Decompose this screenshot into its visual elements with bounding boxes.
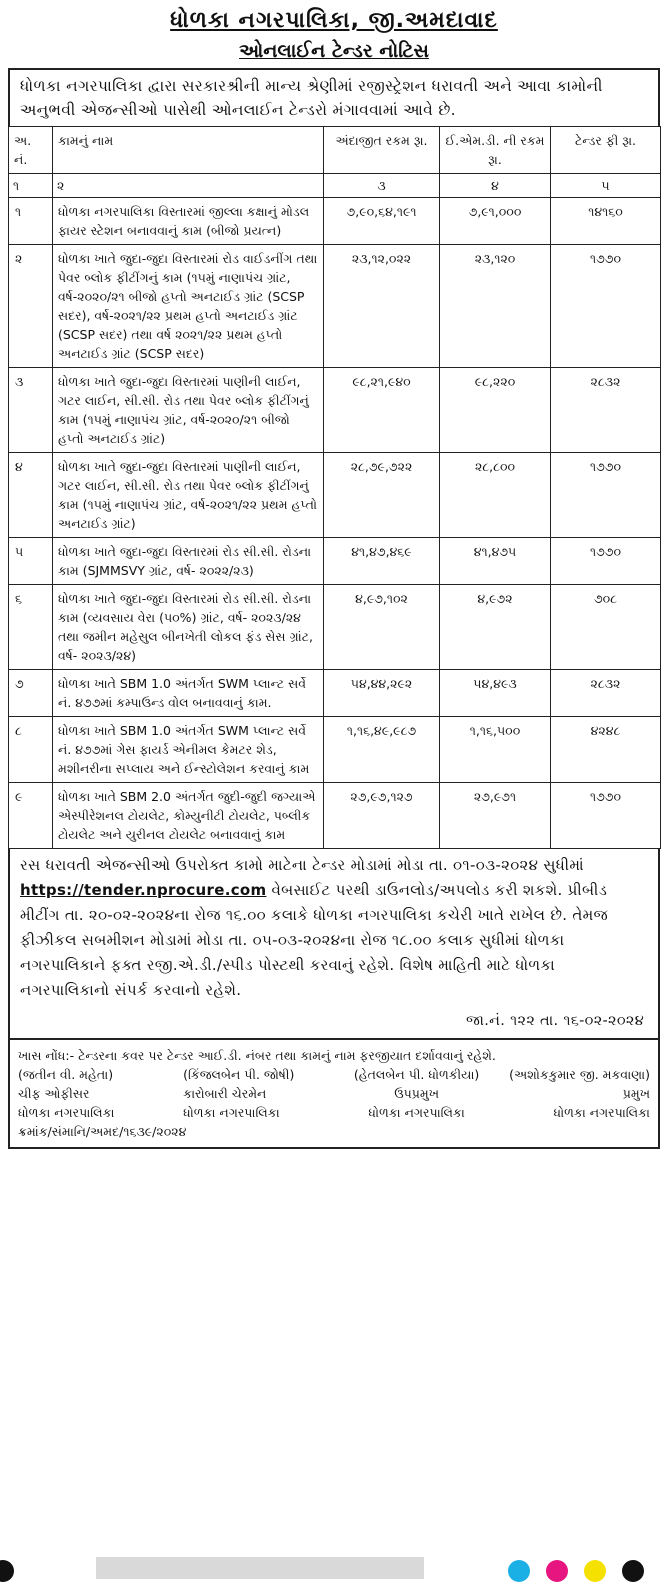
index-row bbox=[9, 174, 661, 198]
work-name: ધોળકા ખાતે જુદા-જુદા વિસ્તારમાં પાણીની લાઈન, ગટર લાઈન, સી.સી. રોડ તથા પેવર બ્લોક ફીટીંગનું કામ (૧૫મું નાણાપંચ ગ્રાંટ, વર્ષ-૨૦૨૦/૨૧ બીજો હપ્તો અનટાઈડ ગ્રાંટ) bbox=[53, 368, 324, 453]
table-row bbox=[9, 453, 661, 538]
index-cell: ૨ bbox=[53, 174, 324, 198]
notice-subtitle: ઓનલાઈન ટેન્ડર નોટિસ bbox=[239, 40, 429, 62]
row-number: ૭ bbox=[9, 670, 53, 717]
row-number: ૬ bbox=[9, 585, 53, 670]
table-row bbox=[9, 783, 661, 849]
tender-fee: ૧૭૭૦ bbox=[551, 783, 661, 849]
estimated-amount: ૨૩,૧૨,૦૨૨ bbox=[324, 245, 440, 368]
work-name: ધોળકા ખાતે SBM 1.0 અંતર્ગત SWM પ્લાન્ટ સર્વે નં. ૪૭૭માં ગેસ ફાયર્ડ એનીમલ કેમટર શેડ, મશીનરીના સપ્લાય અને ઈન્સ્ટોલેશન કરવાનું કામ bbox=[53, 717, 324, 783]
registration-dot-black bbox=[622, 1560, 644, 1582]
submission-text-1: રસ ધરાવતી એજન્સીઓ ઉપરોક્ત કામો માટેના ટેન્ડર મોડામાં મોડા તા. ૦૧-૦૩-૨૦૨૪ સુધીમાં bbox=[20, 856, 584, 874]
emd-amount: ૪૧,૪૭૫ bbox=[440, 538, 551, 585]
registration-dot-magenta bbox=[546, 1560, 568, 1582]
estimated-amount: ૫૪,૪૪,૨૯૨ bbox=[324, 670, 440, 717]
emd-amount: ૧,૧૬,૫૦૦ bbox=[440, 717, 551, 783]
tender-fee: ૧૪૧૬૦ bbox=[551, 198, 661, 245]
table-row bbox=[9, 585, 661, 670]
signatory-title: ચીફ ઓફીસર bbox=[18, 1086, 90, 1101]
estimated-amount: ૨૮,૭૯,૭૨૨ bbox=[324, 453, 440, 538]
row-number: ૪ bbox=[9, 453, 53, 538]
signatory-title: પ્રમુખ bbox=[622, 1086, 650, 1101]
special-note: ખાસ નોંધ:- ટેન્ડરના કવર પર ટેન્ડર આઈ.ડી. નંબર તથા કામનું નામ ફરજીયાત દર્શાવવાનું રહેશે. bbox=[18, 1048, 496, 1063]
tender-fee: ૨૮૩૨ bbox=[551, 368, 661, 453]
table-row bbox=[9, 717, 661, 783]
estimated-amount: ૪,૯૭,૧૦૨ bbox=[324, 585, 440, 670]
index-cell: ૪ bbox=[440, 174, 551, 198]
signatory-org: ધોળકા નગરપાલિકા bbox=[368, 1105, 465, 1120]
submission-paragraph bbox=[8, 849, 660, 1040]
emd-amount: ૨૭,૯૭૧ bbox=[440, 783, 551, 849]
table-row bbox=[9, 245, 661, 368]
row-number: ૯ bbox=[9, 783, 53, 849]
table-header-row bbox=[9, 127, 661, 174]
row-number: ૧ bbox=[9, 198, 53, 245]
tender-table bbox=[8, 126, 661, 849]
reference-number: જા.નં. ૧૨૨ તા. ૧૬-૦૨-૨૦૨૪ bbox=[466, 1013, 644, 1029]
index-cell: ૩ bbox=[324, 174, 440, 198]
tender-fee: ૧૭૭૦ bbox=[551, 245, 661, 368]
signatories bbox=[18, 1065, 650, 1122]
emd-amount: ૨૮,૮૦૦ bbox=[440, 453, 551, 538]
work-name: ધોળકા ખાતે SBM 2.0 અંતર્ગત જુદી-જુદી જગ્યાએ એસ્પીરેશનલ ટોયલેટ, કોમ્યુનીટી ટોયલેટ, પબ્લીક ટોયલેટ અને યુરીનલ ટોયલેટ બનાવવાનું કામ bbox=[53, 783, 324, 849]
work-name: ધોળકા ખાતે જુદા-જુદા વિસ્તારમાં પાણીની લાઈન, ગટર લાઈન, સી.સી. રોડ તથા પેવર બ્લોક ફીટીંગનું કામ (૧૫મું નાણાપંચ ગ્રાંટ, વર્ષ-૨૦૨૧/૨૨ પ્રથમ હપ્તો અનટાઈડ ગ્રાંટ) bbox=[53, 453, 324, 538]
tender-website-link[interactable]: https://tender.nprocure.com bbox=[20, 881, 267, 899]
signatory-name: (અશોકકુમાર જી. મકવાણા) bbox=[509, 1067, 650, 1082]
col-header-fee: ટેન્ડર ફી રૂા. bbox=[551, 127, 661, 174]
col-header-emd: ઈ.એમ.ડી. ની રકમ રૂા. bbox=[440, 127, 551, 174]
signatory-org: ધોળકા નગરપાલિકા bbox=[18, 1105, 115, 1120]
table-row bbox=[9, 368, 661, 453]
emd-amount: ૭,૯૧,૦૦૦ bbox=[440, 198, 551, 245]
signatory-org: ધોળકા નગરપાલિકા bbox=[553, 1105, 650, 1120]
tender-fee: ૧૭૭૦ bbox=[551, 538, 661, 585]
emd-amount: ૯૮,૨૨૦ bbox=[440, 368, 551, 453]
table-row bbox=[9, 670, 661, 717]
tender-fee: ૪૨૪૮ bbox=[551, 717, 661, 783]
estimated-amount: ૯૮,૨૧,૯૪૦ bbox=[324, 368, 440, 453]
col-header-amount: અંદાજીત રકમ રૂા. bbox=[324, 127, 440, 174]
signatory-org: ધોળકા નગરપાલિકા bbox=[183, 1105, 280, 1120]
emd-amount: ૪,૯૭૨ bbox=[440, 585, 551, 670]
signatory-title: કારોબારી ચેરમેન bbox=[183, 1086, 267, 1101]
index-cell: ૧ bbox=[9, 174, 53, 198]
col-header-sn: અ. નં. bbox=[9, 127, 53, 174]
registration-dot-yellow bbox=[584, 1560, 606, 1582]
notice-code: ક્રમાંક/સંમાનિ/અમદ/૧૬૩૯/૨૦૨૪ bbox=[18, 1124, 187, 1139]
col-header-work: કામનું નામ bbox=[53, 127, 324, 174]
submission-text-2: વેબસાઈટ પરથી ડાઉનલોડ/અપલોડ કરી શકશે. પ્રીબીડ મીટીંગ તા. ૨૦-૦૨-૨૦૨૪ના રોજ ૧૬.૦૦ કલાકે ધોળકા નગરપાલિકા કચેરી ખાતે રાખેલ છે. તેમજ ફીઝીકલ સબમીશન મોડામાં મોડા તા. ૦૫-૦૩-૨૦૨૪ના રોજ ૧૮.૦૦ કલાક સુધીમાં ધોળકા નગરપાલિકાને ફક્ત રજી.એ.ડી./સ્પીડ પોસ્ટથી કરવાનું રહેશે. વિશેષ માહિતી માટે ધોળકા નગરપાલિકાનો સંપર્ક કરવાનો રહેશે. bbox=[20, 881, 608, 999]
signatory-name: (હેતલબેન પી. ધોળકીયા) bbox=[353, 1067, 480, 1082]
work-name: ધોળકા ખાતે જુદા-જુદા વિસ્તારમાં રોડ સી.સી. રોડના કામ (SJMMSVY ગ્રાંટ, વર્ષ- ૨૦૨૨/૨૩) bbox=[53, 538, 324, 585]
work-name: ધોળકા ખાતે જુદા-જુદા વિસ્તારમાં રોડ વાઈડનીંગ તથા પેવર બ્લોક ફીટીંગનું કામ (૧૫મું નાણાપંચ ગ્રાંટ, વર્ષ-૨૦૨૦/૨૧ બીજો હપ્તો અનટાઈડ ગ્રાંટ (SCSP સદર), વર્ષ-૨૦૨૧/૨૨ પ્રથમ હપ્તો અનટાઈડ ગ્રાંટ (SCSP સદર) તથા વર્ષ ૨૦૨૧/૨૨ પ્રથમ હપ્તો અનટાઈડ ગ્રાંટ (SCSP સદર) bbox=[53, 245, 324, 368]
row-number: ૩ bbox=[9, 368, 53, 453]
row-number: ૨ bbox=[9, 245, 53, 368]
tender-fee: ૨૮૩૨ bbox=[551, 670, 661, 717]
signatory-title: ઉપપ્રમુખ bbox=[394, 1086, 439, 1101]
work-name: ધોળકા ખાતે SBM 1.0 અંતર્ગત SWM પ્લાન્ટ સર્વે નં. ૪૭૭માં કમ્પાઉન્ડ વોલ બનાવવાનું કામ. bbox=[53, 670, 324, 717]
row-number: ૫ bbox=[9, 538, 53, 585]
tender-fee: ૭૦૮ bbox=[551, 585, 661, 670]
estimated-amount: ૨૭,૯૭,૧૨૭ bbox=[324, 783, 440, 849]
work-name: ધોળકા નગરપાલિકા વિસ્તારમાં જીલ્લા કક્ષાનું મોડલ ફાયર સ્ટેશન બનાવવાનું કામ (બીજો પ્રયત્ન) bbox=[53, 198, 324, 245]
registration-dot-black bbox=[0, 1560, 14, 1582]
notice-title: ધોળકા નગરપાલિકા, જી.અમદાવાદ bbox=[170, 8, 498, 33]
estimated-amount: ૪૧,૪૭,૪૬૯ bbox=[324, 538, 440, 585]
special-note-box bbox=[8, 1040, 660, 1149]
print-grey-bar bbox=[96, 1557, 424, 1579]
row-number: ૮ bbox=[9, 717, 53, 783]
tender-fee: ૧૭૭૦ bbox=[551, 453, 661, 538]
registration-dot-cyan bbox=[508, 1560, 530, 1582]
emd-amount: ૨૩,૧૨૦ bbox=[440, 245, 551, 368]
estimated-amount: ૧,૧૬,૪૯,૯૮૭ bbox=[324, 717, 440, 783]
table-row bbox=[9, 538, 661, 585]
signatory-name: (કિંજલબેન પી. જોષી) bbox=[183, 1067, 295, 1082]
signatory-name: (જતીન વી. મહેતા) bbox=[18, 1067, 114, 1082]
table-row bbox=[9, 198, 661, 245]
work-name: ધોળકા ખાતે જુદા-જુદા વિસ્તારમાં રોડ સી.સી. રોડના કામ (વ્યવસાય વેરા (૫૦%) ગ્રાંટ, વર્ષ- ૨૦૨૩/૨૪ તથા જમીન મહેસુલ બીનખેતી લોકલ ફંડ સેસ ગ્રાંટ, વર્ષ- ૨૦૨૩/૨૪) bbox=[53, 585, 324, 670]
intro-paragraph: ધોળકા નગરપાલિકા દ્વારા સરકારશ્રીની માન્ય શ્રેણીમાં રજીસ્ટ્રેશન ધરાવતી અને આવા કામોની અનુભવી એજન્સીઓ પાસેથી ઓનલાઈન ટેન્ડરો મંગાવવામાં આવે છે. bbox=[8, 68, 660, 126]
emd-amount: ૫૪,૪૯૩ bbox=[440, 670, 551, 717]
index-cell: ૫ bbox=[551, 174, 661, 198]
tender-notice bbox=[8, 6, 660, 1149]
estimated-amount: ૭,૯૦,૬૪,૧૯૧ bbox=[324, 198, 440, 245]
